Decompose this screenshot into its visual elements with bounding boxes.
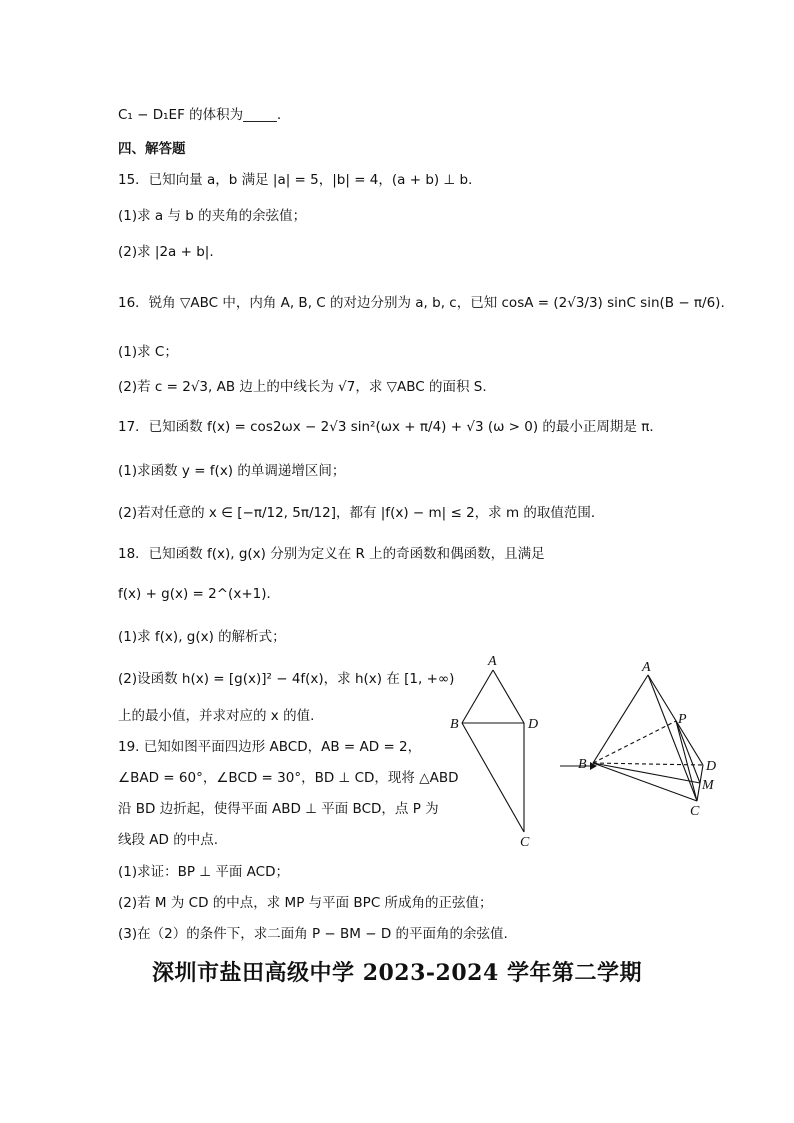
problem-15-part-1: (1)求 a 与 b 的夹角的余弦值；: [118, 208, 307, 224]
figure-folded-tetrahedron: [575, 655, 735, 825]
text-line-c1d1ef-volume: C₁ − D₁EF 的体积为_____.: [118, 107, 282, 123]
label-C: C: [520, 835, 530, 850]
label-B: B: [450, 717, 459, 732]
problem-19-part-1: (1)求证：BP ⊥ 平面 ACD；: [118, 864, 289, 880]
problem-17-part-2: (2)若对任意的 x ∈ [−π/12, 5π/12]，都有 |f(x) − m| ≤ 2，求 m 的取值范围．: [118, 505, 605, 521]
problem-17-part-1: (1)求函数 y = f(x) 的单调递增区间；: [118, 463, 346, 479]
problem-19-statement-line-4: 线段 AD 的中点.: [118, 832, 219, 848]
problem-19-statement: 19. 已知如图平面四边形 ABCD，AB = AD = 2，: [118, 739, 422, 755]
label-A: A: [488, 654, 497, 669]
problem-18-part-2: (2)设函数 h(x) = [g(x)]² − 4f(x)，求 h(x) 在 [1, +∞): [118, 671, 455, 687]
school-title: 深圳市盐田高级中学 2023-2024 学年第二学期: [152, 960, 642, 986]
problem-15-statement: 15．已知向量 a，b 满足 |a| = 5，|b| = 4，(a + b) ⊥ b．: [118, 172, 482, 188]
problem-19-part-3: (3)在（2）的条件下，求二面角 P − BM − D 的平面角的余弦值.: [118, 926, 508, 942]
problem-18-statement: 18．已知函数 f(x), g(x) 分别为定义在 R 上的奇函数和偶函数，且满足: [118, 546, 545, 562]
problem-16-part-2: (2)若 c = 2√3, AB 边上的中线长为 √7，求 ▽ABC 的面积 S.: [118, 379, 487, 395]
problem-16-part-1: (1)求 C；: [118, 344, 178, 360]
problem-19-statement-line-3: 沿 BD 边折起，使得平面 ABD ⊥ 平面 BCD，点 P 为: [118, 801, 439, 817]
problem-17-statement: 17．已知函数 f(x) = cos2ωx − 2√3 sin²(ωx + π/4) + √3 (ω > 0) 的最小正周期是 π．: [118, 419, 663, 435]
section-heading-answer-questions: 四、解答题: [118, 141, 186, 157]
problem-18-part-1: (1)求 f(x), g(x) 的解析式；: [118, 629, 286, 645]
label-P: P: [678, 712, 687, 727]
label-A: A: [642, 660, 651, 675]
label-D: D: [528, 717, 539, 732]
label-M: M: [702, 778, 714, 793]
label-C: C: [690, 804, 700, 819]
figure-planar-quadrilateral: [440, 650, 550, 850]
problem-19-statement-line-2: ∠BAD = 60°，∠BCD = 30°，BD ⊥ CD，现将 △ABD: [118, 770, 459, 786]
label-D: D: [706, 759, 717, 774]
problem-15-part-2: (2)求 |2a + b|.: [118, 244, 214, 260]
problem-16-statement: 16．锐角 ▽ABC 中，内角 A, B, C 的对边分别为 a, b, c，已知 cosA = (2√3/3) sinC sin(B − π/6).: [118, 295, 725, 311]
problem-18-equation: f(x) + g(x) = 2^(x+1)．: [118, 586, 280, 602]
problem-18-part-2-continued: 上的最小值，并求对应的 x 的值.: [118, 708, 315, 724]
problem-19-part-2: (2)若 M 为 CD 的中点，求 MP 与平面 BPC 所成角的正弦值；: [118, 895, 493, 911]
label-B: B: [578, 757, 587, 772]
